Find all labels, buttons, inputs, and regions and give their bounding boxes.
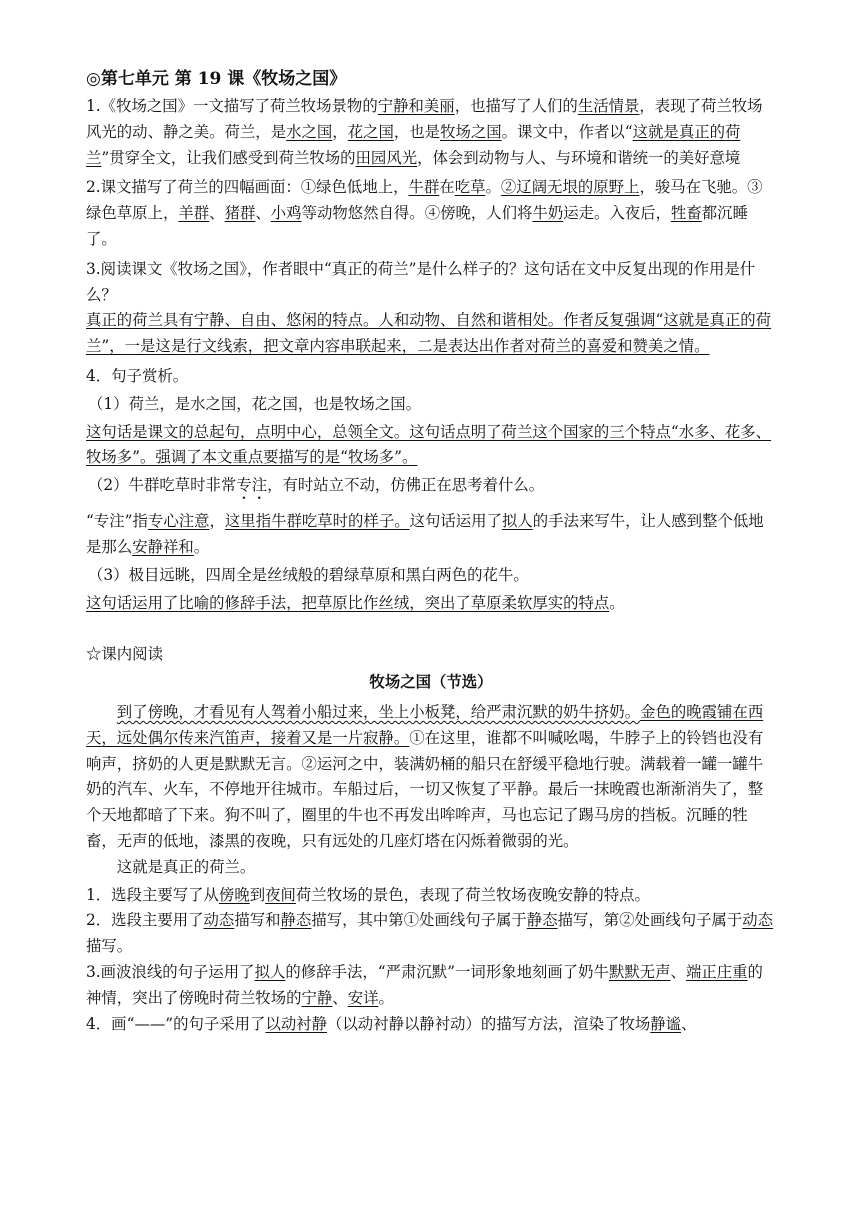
lesson-title: ◎第七单元 第 19 课《牧场之国》: [86, 69, 347, 89]
question-3: [86, 257, 776, 309]
passage-closing-line: 这就是真正的荷兰。: [116, 857, 256, 876]
answer-blank: 牲畜: [670, 204, 702, 223]
question-text: 3.阅读课文《牧场之国》，作者眼中“真正的荷兰”是什么样子的？这句话在文中反复出现的作用是什么？: [86, 259, 756, 304]
document-page: [86, 66, 776, 1041]
text: （以动衬静以静衬动）的描写方法，渲染了牧场: [327, 1014, 651, 1033]
text: 描写和: [234, 911, 281, 930]
wavy-underlined-sentence: 到了傍晚，才看见有人驾着小船过来，坐上小板凳，给严肃沉默的奶牛挤奶。: [116, 702, 641, 721]
answer-blank: 静态: [280, 911, 312, 930]
answer-blank: 猪群: [224, 204, 256, 223]
reading-question-4: [86, 1012, 776, 1038]
sentence-1-answer: [86, 420, 776, 472]
text: 的手法来写牛，让人感到整个低地是那么: [86, 512, 764, 556]
text: ，也是: [393, 122, 441, 141]
reading-question-3: [86, 960, 776, 1012]
question-1: [86, 94, 776, 171]
answer-blank: 静谧: [650, 1014, 682, 1033]
answer-blank: 小鸡: [270, 204, 302, 223]
text: 的神情，突出了傍晚时荷兰牧场的: [86, 962, 763, 1007]
passage-paragraph: [86, 700, 776, 855]
text: 。: [193, 537, 210, 556]
answer-blank: 这就是真正的荷兰: [86, 122, 741, 167]
reading-question-1: [86, 883, 776, 909]
answer-blank: 宁静: [301, 988, 333, 1007]
sentence-3-answer: [86, 591, 776, 617]
text: ”贯穿全文，让我们感受到荷兰牧场的: [101, 148, 356, 167]
text: 都沉睡了。: [86, 204, 748, 248]
text: 。: [378, 988, 394, 1007]
text: 荷兰牧场的景色，表现了荷兰牧场夜晚安静的特点。: [295, 885, 650, 904]
answer-blank: 动态: [742, 911, 774, 930]
sentence-1: （1）荷兰，是水之国，花之国，也是牧场之国。: [88, 394, 421, 413]
text: ①在这里，谁都不叫喊吆喝，牛脖子上的铃铛也没有响声，挤奶的人更是默默无言。②运河之中，装满奶桶的船只在舒缓平稳地行驶。满载着一罐一罐牛奶的汽车、火车，不停地开往城市。车船过后，一切又恢复了平静。最后一抹晚霞也渐渐消失了，整个天地都暗了下来。狗不叫了，圈里的牛也不再发出哞哞声，马也忘记了踢马房的挡板。沉睡的牲畜，无声的低地，漆黑的夜晚，只有远处的几座灯塔在闪烁着微弱的光。: [86, 728, 764, 850]
text: ，: [209, 512, 225, 531]
underlined-sentence: 金色的晚霞铺在西天，远处偶尔传来汽笛声，接着又是一片寂静。: [86, 702, 764, 747]
text: 3.画波浪线的句子运用了: [86, 962, 255, 981]
text: 。: [609, 593, 625, 612]
answer-blank: ②辽阔无垠的原野上: [500, 178, 640, 197]
text: 描写，其中第①处画线句子属于: [311, 911, 527, 930]
text: 4．画“——”的句子采用了: [86, 1014, 266, 1033]
answer-blank: 宁静和美丽: [377, 97, 455, 115]
text: 。: [485, 178, 501, 197]
answer-blank: 动态: [203, 911, 235, 930]
answer-blank: 傍晚: [218, 885, 250, 904]
text: 、: [681, 1014, 697, 1033]
text: （2）牛群吃草时非常: [88, 476, 237, 495]
text: ，有时站立不动，仿佛正在思考着什么。: [267, 476, 545, 495]
text: 1.《牧场之国》一文描写了荷兰牧场景物的: [86, 97, 378, 115]
text: 2.课文描写了荷兰的四幅画面：①绿色低地上，: [86, 178, 409, 197]
question-2: [86, 175, 776, 252]
text: ，也描写了人们的: [454, 97, 578, 115]
text: 、: [332, 988, 348, 1007]
reading-heading: ☆课内阅读: [86, 645, 163, 664]
emphasized-word: 专注: [236, 476, 268, 495]
answer-blank: 拟人: [501, 512, 533, 531]
sentence-3: （3）极目远眺，四周全是丝绒般的碧绿草原和黑白两色的花牛。: [88, 565, 529, 584]
answer-blank: 吃草: [454, 178, 486, 197]
text: 等动物悠然自得。④傍晚，人们将: [301, 204, 533, 223]
sentence-2-answer: [86, 509, 776, 561]
question-3-answer: [86, 308, 776, 360]
text: 的修辞手法，“严肃沉默”一词形象地刻画了奶牛: [285, 962, 609, 981]
answer-blank: 夜间: [265, 885, 296, 904]
answer-blank: 这里指牛群吃草时的样子。: [224, 512, 410, 531]
text: 运走。入夜后，: [563, 204, 671, 223]
question-4-heading: 4．句子赏析。: [86, 366, 189, 385]
answer-blank: 静态: [526, 911, 558, 930]
text: 、: [209, 204, 225, 223]
answer-text: 真正的荷兰具有宁静、自由、悠闲的特点。人和动物、自然和谐相处。作者反复强调“这就是真正的荷兰”，一是这是行文线索，把文章内容串联起来，二是表达出作者对荷兰的喜爱和赞美之情。: [86, 311, 772, 356]
answer-blank: 牛奶: [532, 204, 564, 223]
answer-blank: 水之国: [286, 122, 333, 141]
answer-blank: 生活情景: [577, 97, 640, 115]
answer-blank: 田园风光: [355, 148, 418, 167]
text: 到: [249, 885, 266, 904]
text: 2．选段主要用了: [86, 911, 204, 930]
text: ，体会到动物与人、与环境和谐统一的美好意境: [417, 148, 741, 167]
text: 。课文中，作者以“: [501, 122, 633, 141]
answer-blank: 安详: [347, 988, 379, 1007]
text: ，骏马在飞驰。③绿色草原上，: [86, 178, 763, 223]
answer-blank: 拟人: [254, 962, 286, 981]
text: ，: [332, 122, 348, 141]
reading-question-2: [86, 908, 776, 960]
sentence-2: [86, 473, 776, 503]
passage-title: 牧场之国（节选）: [369, 673, 493, 692]
text: 在: [439, 178, 455, 197]
text: ，表现了荷兰牧场风光的动、静之美。荷兰，是: [86, 97, 763, 141]
text: “专注”指: [86, 512, 148, 531]
text: 描写。: [86, 937, 133, 956]
answer-blank: 端正庄重: [685, 962, 748, 981]
answer-blank: 牧场之国: [440, 122, 502, 141]
answer-text: 这句话运用了比喻的修辞手法，把草原比作丝绒，突出了草原柔软厚实的特点: [86, 593, 610, 612]
text: 、: [255, 204, 271, 223]
answer-blank: 以动衬静: [265, 1014, 328, 1033]
answer-blank: 专心注意: [147, 512, 210, 531]
answer-blank: 安静祥和: [132, 537, 194, 556]
answer-blank: 牛群: [408, 178, 440, 197]
answer-blank: 默默无声: [608, 962, 671, 981]
answer-text: 这句话是课文的总起句，点明中心，总领全文。这句话点明了荷兰这个国家的三个特点“水多、花多、牧场多”。强调了本文重点要描写的是“牧场多”。: [86, 422, 772, 467]
text: 描写，第②处画线句子属于: [557, 911, 743, 930]
text: 、: [670, 962, 686, 981]
answer-blank: 羊群: [178, 204, 210, 223]
text: 1．选段主要写了从: [86, 885, 219, 904]
text: 这句话运用了: [409, 512, 502, 531]
answer-blank: 花之国: [347, 122, 394, 141]
